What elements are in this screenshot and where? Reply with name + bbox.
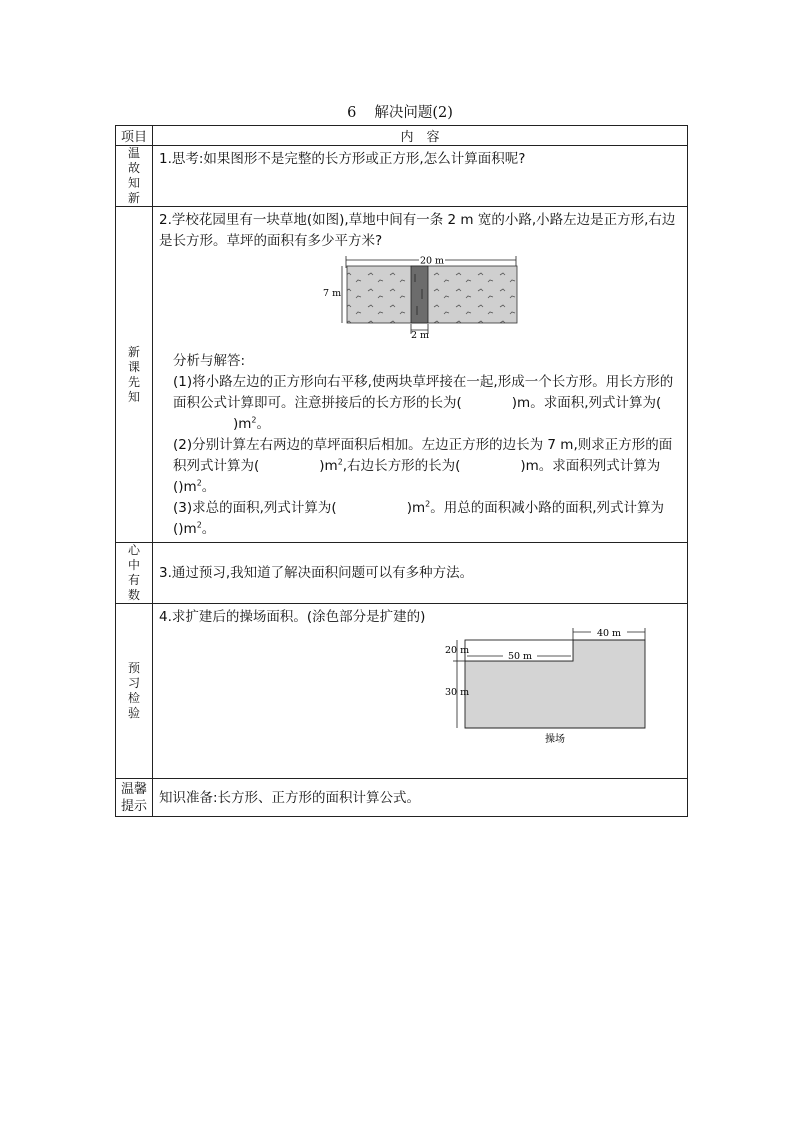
label-in-mind: 心 中 有 数 xyxy=(116,543,153,604)
playground-left-top-label: 20 m xyxy=(445,645,470,656)
garden-path xyxy=(411,266,428,323)
in-mind-text: 3.通过预习,我知道了解决面积问题可以有多种方法。 xyxy=(153,543,688,604)
row-preview-check xyxy=(116,604,688,779)
tips-text: 知识准备:长方形、正方形的面积计算公式。 xyxy=(153,779,688,817)
path-width-label: 2 m xyxy=(410,330,430,340)
label-tips: 温馨 提示 xyxy=(116,779,153,817)
analysis-step-2: (2)分别计算左右两边的草坪面积后相加。左边正方形的边长为 7 m,则求正方形的面积列式计算为( )$m^2$,右边长方形的长为( )m。求面积列式计算为$()m^2$。 xyxy=(173,437,673,495)
worksheet-table xyxy=(115,125,688,817)
row-new-knowledge xyxy=(116,207,688,543)
lawn-area xyxy=(347,266,517,323)
garden-figure xyxy=(159,254,683,347)
playground-question: 4.求扩建后的操场面积。(涂色部分是扩建的) xyxy=(159,609,426,625)
playground-left-bottom-label: 30 m xyxy=(445,687,470,698)
analysis-title: 分析与解答: xyxy=(173,353,246,369)
playground-caption: 操场 xyxy=(545,734,565,745)
garden-diagram xyxy=(321,254,521,340)
playground-top-width-label: 40 m xyxy=(596,628,622,639)
new-knowledge-content xyxy=(153,207,688,543)
review-question: 1.思考:如果图形不是完整的长方形或正方形,怎么计算面积呢? xyxy=(153,146,688,207)
garden-width-label: 20 m xyxy=(419,255,445,267)
playground-inner-width-label: 50 m xyxy=(507,651,533,662)
garden-height-label: 7 m xyxy=(323,288,342,299)
row-in-mind xyxy=(116,543,688,604)
worksheet-title xyxy=(0,101,800,122)
title-number: 6 xyxy=(347,105,357,121)
row-review xyxy=(116,146,688,207)
row-tips xyxy=(116,779,688,817)
analysis-step-3: (3)求总的面积,列式计算为( )$m^2$。用总的面积减小路的面积,列式计算为$()m^2$。 xyxy=(173,499,664,537)
label-review: 温 故 知 新 xyxy=(116,146,153,207)
playground-diagram xyxy=(445,628,660,746)
title-text: 解决问题(2) xyxy=(374,105,453,121)
header-item: 项目 xyxy=(116,126,153,146)
label-preview-check: 预 习 检 验 xyxy=(116,604,153,779)
label-new-knowledge: 新 课 先 知 xyxy=(116,207,153,543)
header-content: 内 容 xyxy=(153,126,688,146)
preview-check-content xyxy=(153,604,688,779)
header-row xyxy=(116,126,688,146)
analysis-step-1: (1)将小路左边的正方形向右平移,使两块草坪接在一起,形成一个长方形。用长方形的面积公式计算即可。注意拼接后的长方形的长为( )m。求面积,列式计算为( )$m^2$。 xyxy=(173,374,674,432)
garden-question: 2.学校花园里有一块草地(如图),草地中间有一条 2 m 宽的小路,小路左边是正方形,右边是长方形。草坪的面积有多少平方米? xyxy=(159,212,676,249)
